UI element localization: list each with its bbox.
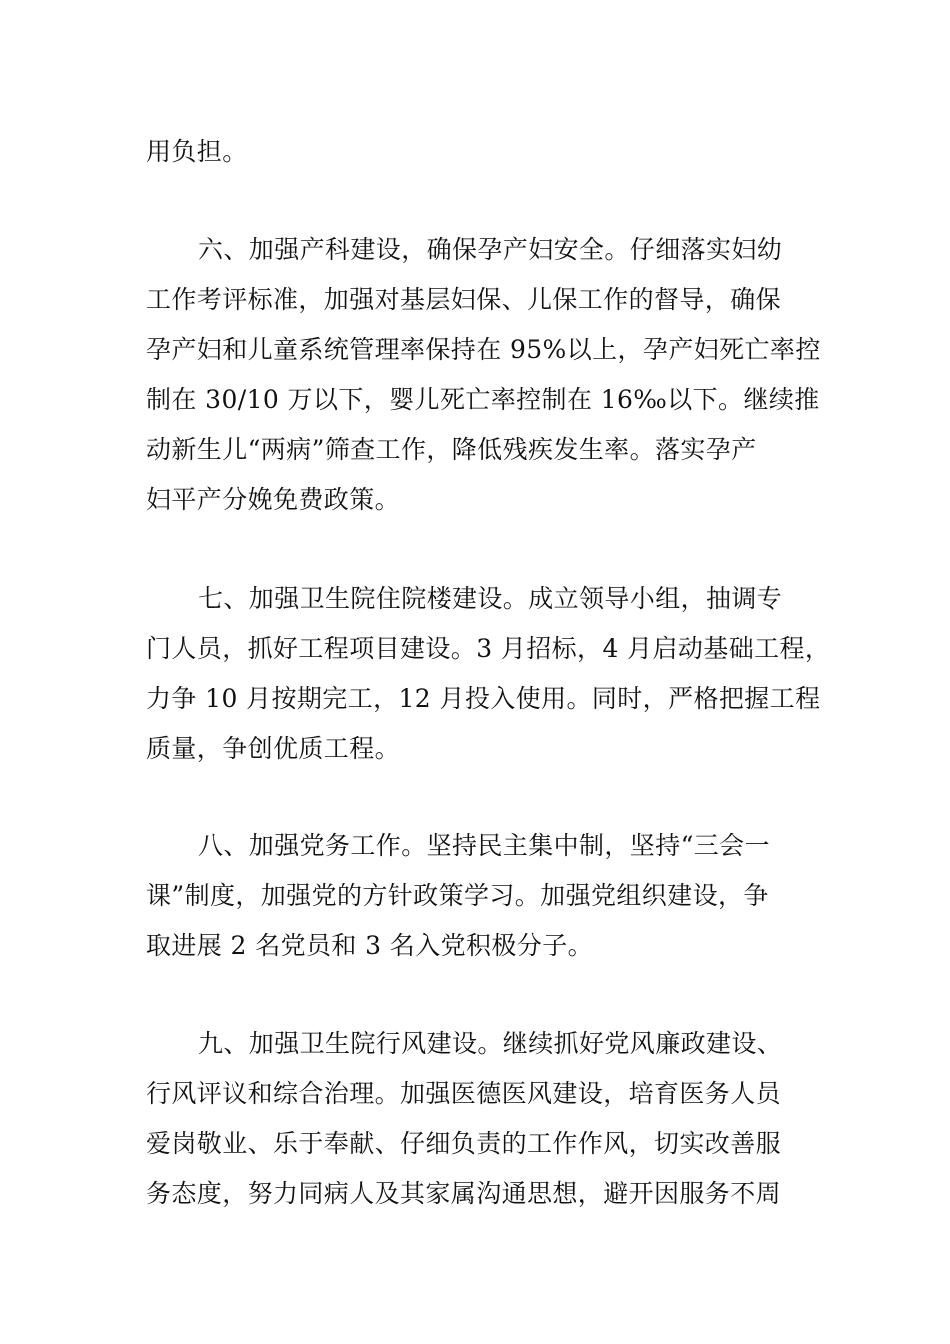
text-line: 取进展 2 名党员和 3 名入党积极分子。 — [146, 931, 593, 960]
text-line: 质量，争创优质工程。 — [146, 734, 401, 763]
text-line: 动新生儿“两病”筛查工作，降低残疾发生率。落实孕产 — [146, 435, 757, 464]
text-line: 六、加强产科建设，确保孕产妇安全。仔细落实妇幼 — [198, 235, 783, 264]
paragraph-continuation — [146, 127, 818, 177]
text-line: 用负担。 — [146, 137, 248, 166]
paragraph-section-7 — [146, 574, 831, 774]
text-line: 工作考评标准，加强对基层妇保、儿保工作的督导，确保 — [146, 285, 782, 314]
paragraph-section-6 — [146, 225, 821, 525]
text-line: 行风评议和综合治理。加强医德医风建设，培育医务人员 — [146, 1079, 782, 1108]
paragraph-section-8 — [146, 821, 818, 971]
text-line: 制在 30/10 万以下，婴儿死亡率控制在 16‰以下。继续推 — [146, 385, 820, 414]
text-line: 课”制度，加强党的方针政策学习。加强党组织建设，争 — [146, 881, 769, 910]
text-line: 务态度，努力同病人及其家属沟通思想，避开因服务不周 — [146, 1179, 782, 1208]
text-line: 门人员，抓好工程项目建设。3 月招标，4 月启动基础工程， — [146, 634, 831, 663]
text-line: 妇平产分娩免费政策。 — [146, 485, 401, 514]
text-line: 爱岗敬业、乐于奉献、仔细负责的工作作风，切实改善服 — [146, 1129, 782, 1158]
paragraph-section-9 — [146, 1019, 818, 1219]
text-line: 力争 10 月按期完工，12 月投入使用。同时，严格把握工程 — [146, 684, 821, 713]
text-line: 七、加强卫生院住院楼建设。成立领导小组，抽调专 — [198, 584, 783, 613]
text-line: 孕产妇和儿童系统管理率保持在 95%以上，孕产妇死亡率控 — [146, 335, 821, 364]
text-line: 九、加强卫生院行风建设。继续抓好党风廉政建设、 — [198, 1029, 783, 1058]
text-line: 八、加强党务工作。坚持民主集中制，坚持“三会一 — [198, 831, 770, 860]
